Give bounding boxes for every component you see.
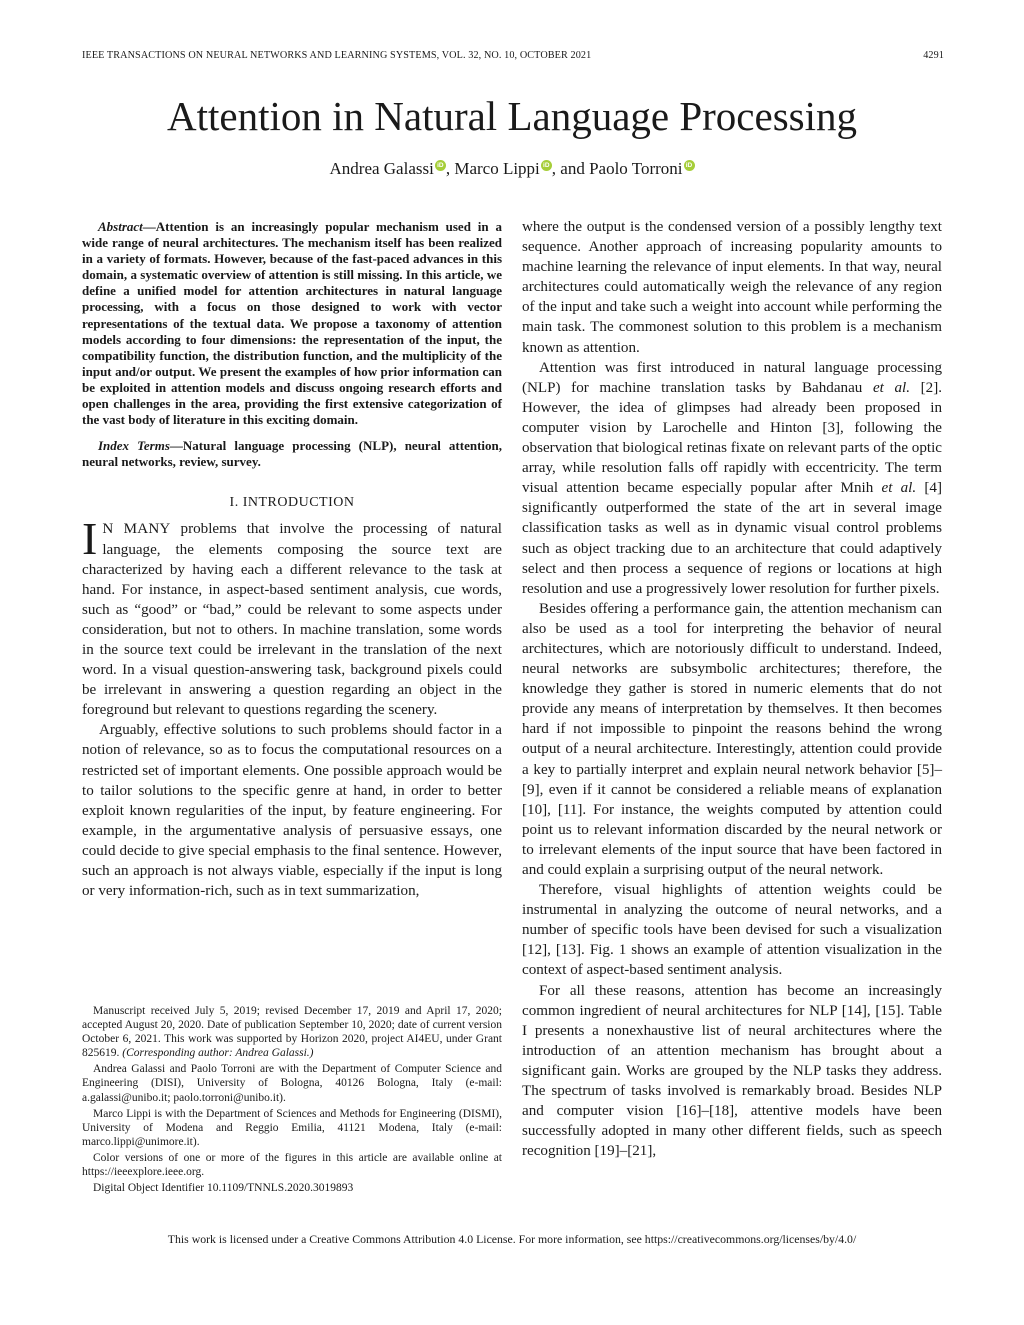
index-terms-text: Natural language processing (NLP), neural attention, neural networks, review, survey. xyxy=(82,438,502,470)
et-al: et al. xyxy=(881,480,917,497)
intro-caps: N MANY xyxy=(102,521,171,538)
index-terms xyxy=(82,438,502,470)
abstract xyxy=(82,219,502,428)
author-galassi: Andrea Galassi xyxy=(329,159,434,178)
journal-header: IEEE TRANSACTIONS ON NEURAL NETWORKS AND LEARNING SYSTEMS, VOL. 32, NO. 10, OCTOBER 2021 xyxy=(82,50,592,61)
index-terms-dash: — xyxy=(169,438,183,454)
right-paragraph-4: Therefore, visual highlights of attention weights could be instrumental in analyzing the outcome of neural networks, and a number of specific tools have been devised for such a visualization [12], [13]. Fig. 1 shows an example of attention visualization in the context of aspect-based sentiment analysis. xyxy=(522,882,942,979)
right-p2-text-c: [4] significantly outperformed the state of the art in several image classification tasks as well as in dynamic visual control problems such as object tracking due to an architecture that could adaptively select and then process a sequence of regions or locations at high resolution and use a progressively lower resolution for further pixels. xyxy=(522,480,943,597)
intro-paragraph-2: Arguably, effective solutions to such problems should factor in a notion of relevance, so as to focus the computational resources on a restricted set of important elements. One possible approach would be to tailor solutions to the specific genre at hand, in order to better exploit known regularities of the input, by feature engineering. For example, in the argumentative analysis of persuasive essays, one could decide to give special emphasis to the final sentence. However, such an approach is not always viable, especially if the input is long or very information-rich, such as in text summarization, xyxy=(82,722,502,900)
section-number: I. I xyxy=(229,495,248,511)
intro-p1-text: problems that involve the processing of natural language, the elements composing the source text are characterized by having each a different relevance to the task at hand. For instance, in aspect-based sentiment analysis, cue words, such as “good” or “bad,” could be relevant to some aspects under consideration, but not to others. In machine translation, some words in the source text could be irrelevant in the translation of the next word. In a visual question-answering task, background pixels could be irrelevant in answering a question regarding an object in the foreground but relevant to questions regarding the scenery. xyxy=(82,521,503,719)
corresponding-author: (Corresponding author: Andrea Galassi.) xyxy=(122,1047,314,1060)
right-paragraph-3: Besides offering a performance gain, the attention mechanism can also be used as a tool for interpreting the behavior of neural architectures, which are notoriously difficult to understand. Indeed, neural networks are subsymbolic architectures; therefore, the knowledge they gather is stored in numeric elements that do not provide any means of interpretation by themselves. It then becomes hard if not impossible to pinpoint the reasons behind the wrong output of a neural architecture. Interestingly, attention could provide a key to partially interpret and explain neural network behavior [5]–[9], even if it cannot be considered a reliable means of explanation [10], [11]. For instance, the weights computed by attention could point us to relevant information discarded by the neural network or to irrelevant elements of the input source that have been factored in and could explain a surprising output of the neural network. xyxy=(522,600,942,878)
orcid-icon[interactable]: iD xyxy=(541,160,552,171)
abstract-text: Attention is an increasingly popular mechanism used in a wide range of neural architectures. The mechanism itself has been realized in a variety of formats. However, because of the fast-paced advances in this domain, a systematic overview of attention is still missing. In this article, we define a unified model for attention architectures in natural language processing, with a focus on those designed to work with vector representations of the textual data. We propose a taxonomy of attention models according to four dimensions: the representation of the input, the compatibility function, the distribution function, and the multiplicity of the input and/or output. We present the examples of how prior information can be exploited in attention models and discuss ongoing research efforts and open challenges in the area, providing the first extensive categorization of the vast body of literature in this exciting domain. xyxy=(82,219,502,428)
author-list xyxy=(0,159,1024,179)
orcid-icon[interactable]: iD xyxy=(684,160,695,171)
footnotes xyxy=(82,1004,502,1197)
index-terms-label: Index Terms xyxy=(98,438,170,454)
abstract-dash: — xyxy=(142,219,156,234)
right-column xyxy=(522,217,942,1161)
right-paragraph-2 xyxy=(522,358,942,599)
paper-title: Attention in Natural Language Processing xyxy=(167,93,857,139)
page-number: 4291 xyxy=(923,50,944,61)
orcid-icon[interactable]: iD xyxy=(435,160,446,171)
right-paragraph-1: where the output is the condensed version of a possibly lengthy text sequence. Another approach of increasing popularity amounts to machine learning the relevance of input elements. In that way, neural architectures could automatically weigh the relevance of any region of the input and take such a weight into account while performing the main task. The commonest solution to this problem is a mechanism known as attention. xyxy=(522,219,942,356)
footnote-doi: Digital Object Identifier 10.1109/TNNLS.2020.3019893 xyxy=(93,1182,354,1195)
right-p2-text-b: [2]. However, the idea of glimpses had already been proposed in computer vision by Larochelle and Hinton [3], following the observation that biological retinas fixate on relevant parts of the optic array, while resolution falls off rapidly with eccentricity. The term visual attention became especially popular after Mnih xyxy=(522,379,942,497)
section-title: NTRODUCTION xyxy=(247,495,355,511)
author-torroni: , and Paolo Torroni xyxy=(551,159,683,178)
section-heading-introduction xyxy=(82,495,502,511)
drop-cap: I xyxy=(82,513,98,565)
footnote-affiliation-bologna: Andrea Galassi and Paolo Torroni are with the Department of Computer Science and Engineering (DISI), University of Bologna, 40126 Bologna, Italy (e-mail: a.galassi@unibo.it; paolo.torroni@unibo.it). xyxy=(82,1063,502,1104)
intro-paragraph-1 xyxy=(82,513,503,720)
left-column xyxy=(82,219,502,901)
footnote-manuscript xyxy=(82,1004,502,1060)
right-paragraph-5: For all these reasons, attention has become an increasingly common ingredient of neural architectures for NLP [14], [15]. Table I presents a nonexhaustive list of neural architectures where the introduction of an attention mechanism has brought about a significant gain. Works are grouped by the NLP tasks they address. The spectrum of tasks involved is remarkably broad. Besides NLP and computer vision [16]–[18], attentive models have been successfully adopted in many other different fields, such as speech recognition [19]–[21], xyxy=(522,982,942,1160)
footnote-color-versions: Color versions of one or more of the figures in this article are available online at https://ieeexplore.ieee.org. xyxy=(82,1151,502,1179)
et-al: et al. xyxy=(872,379,910,396)
license-notice: This work is licensed under a Creative Commons Attribution 4.0 License. For more information, see https://creativecommons.org/licenses/by/4.0/ xyxy=(167,1232,857,1246)
author-lippi: , Marco Lippi xyxy=(445,159,540,178)
right-p2-text-a: Attention was first introduced in natural language processing (NLP) for machine translation tasks by Bahdanau xyxy=(522,359,942,396)
footnote-manuscript-text: Manuscript received July 5, 2019; revised December 17, 2019 and April 17, 2020; accepted August 20, 2020. Date of publication September 10, 2020; date of current version October 6, 2021. This work was supported by Horizon 2020, project AI4EU, under Grant 825619. xyxy=(82,1005,502,1060)
abstract-label: Abstract xyxy=(98,219,143,234)
running-head xyxy=(82,50,944,64)
footnote-affiliation-modena: Marco Lippi is with the Department of Sciences and Methods for Engineering (DISMI), University of Modena and Reggio Emilia, 41121 Modena, Italy (e-mail: marco.lippi@unimore.it). xyxy=(82,1107,502,1148)
